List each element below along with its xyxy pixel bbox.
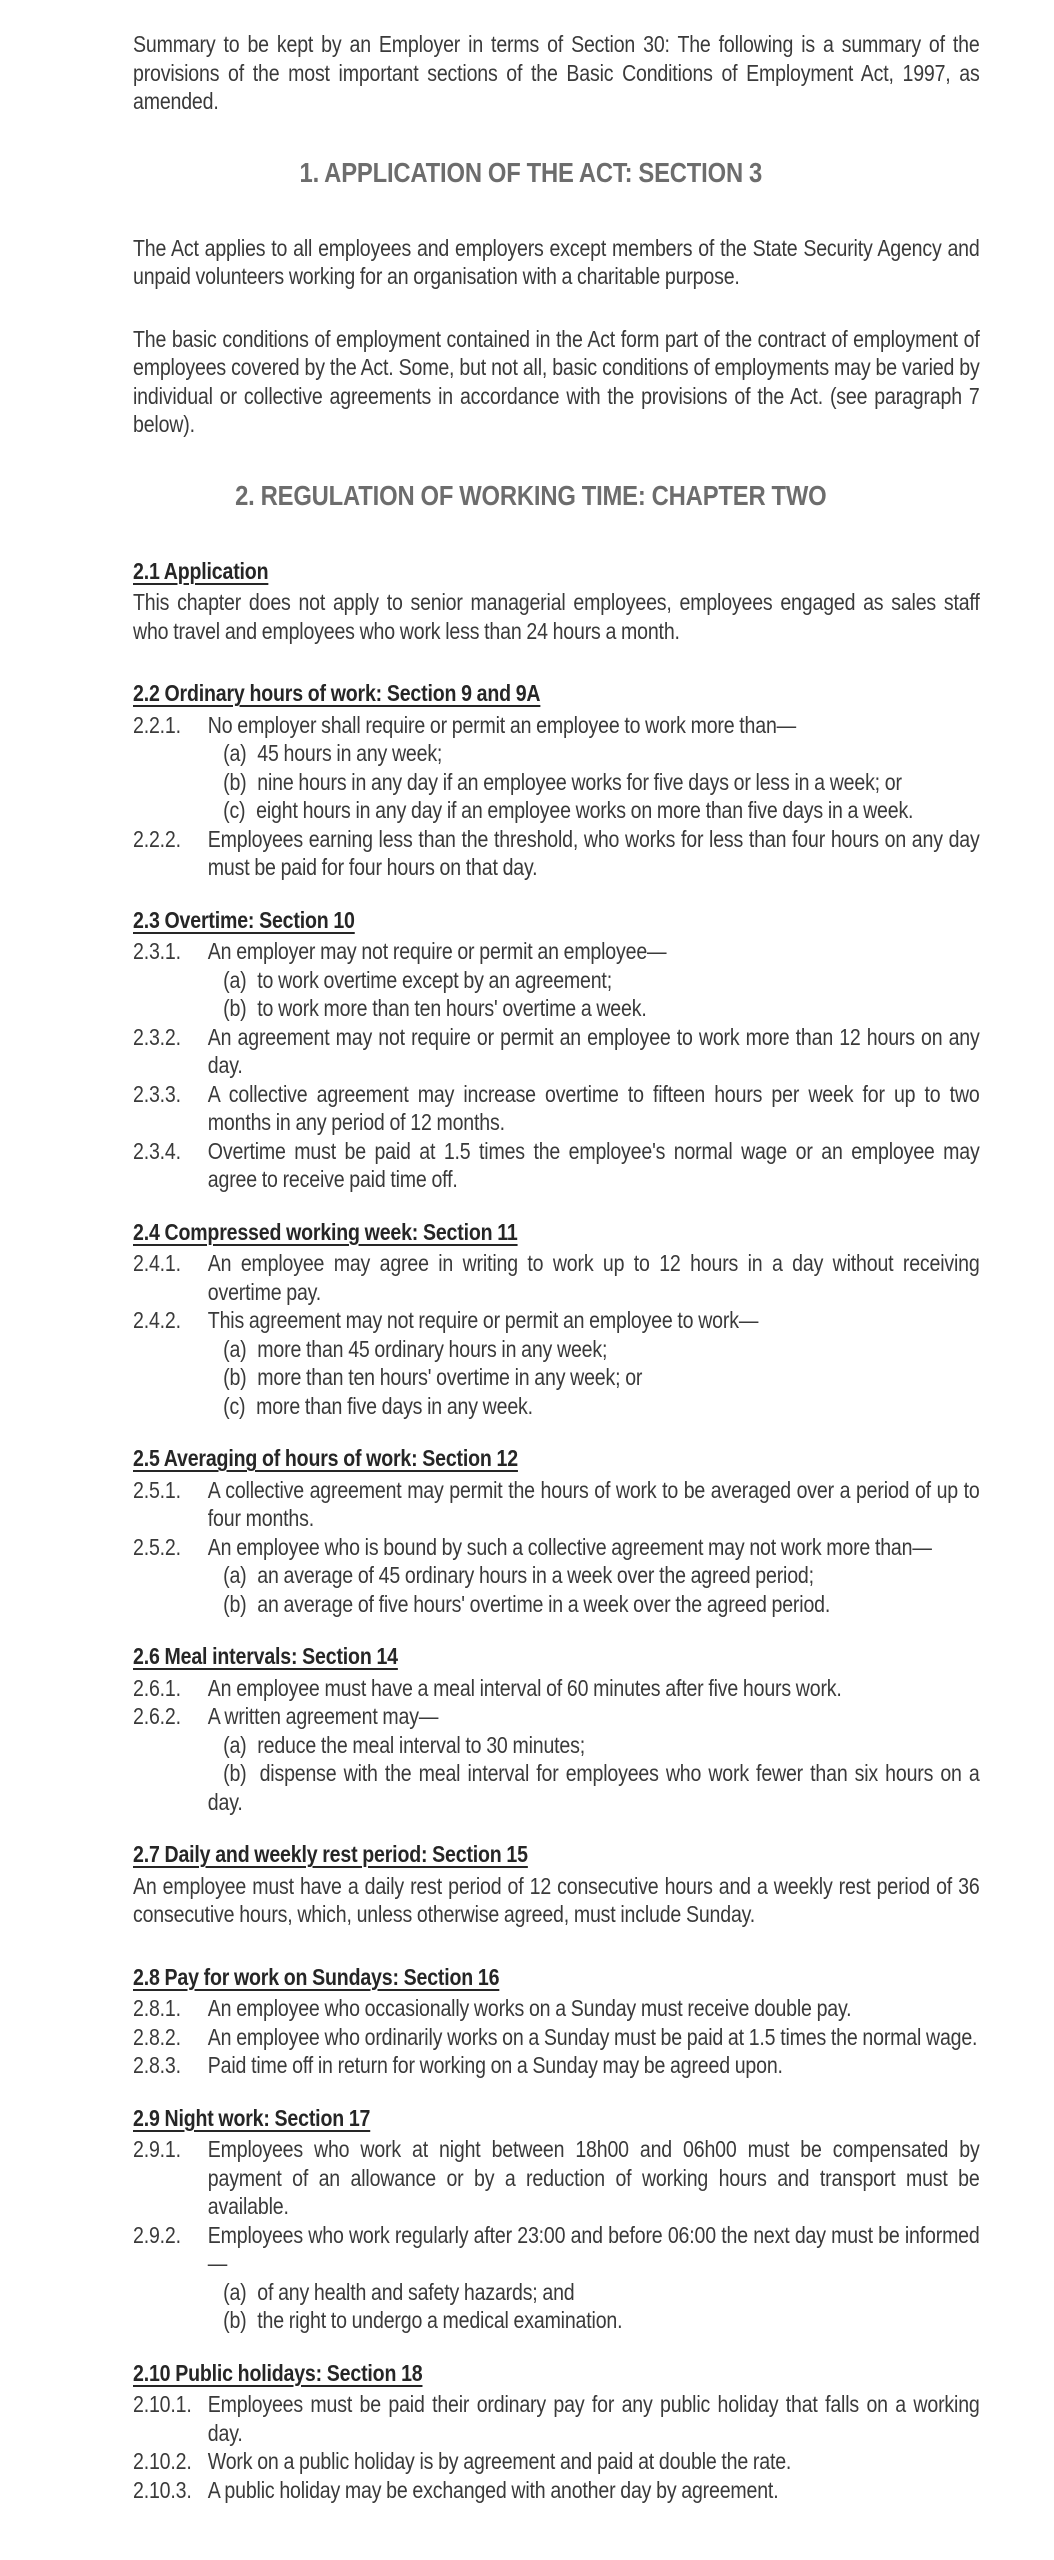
numbered-item xyxy=(133,2135,980,2221)
list-subitem xyxy=(133,1392,980,1421)
item-text: A collective agreement may increase overtime to fifteen hours per week for up to two months in any period of 12 months. xyxy=(207,1080,980,1135)
numbered-item xyxy=(133,1533,980,1562)
item-text: Employees who work at night between 18h00 and 06h00 must be compensated by payment of an allowance or by a reduction of working hours and transport must be available. xyxy=(207,2136,980,2219)
subitem-text: of any health and safety hazards; and xyxy=(257,2278,575,2305)
subitem-label: (c) xyxy=(223,797,246,823)
list-subitem xyxy=(133,2306,980,2335)
list-subitem xyxy=(133,2278,980,2307)
item-text: An employee who ordinarily works on a Sunday must be paid at 1.5 times the normal wage. xyxy=(207,2023,978,2050)
subitem-label: (b) xyxy=(223,2307,247,2333)
item-number: 2.3.2. xyxy=(133,1023,181,1050)
subitem-text: more than ten hours' overtime in any week; or xyxy=(257,1364,643,1390)
item-text: An employee who is bound by such a collective agreement may not work more than— xyxy=(207,1533,932,1560)
paragraph: The basic conditions of employment contained in the Act form part of the contract of employment of employees covered by the Act. Some, but not all, basic conditions of employments may be varied by individual or collective agreements in accordance with the provisions of the Act. (see paragraph 7 below). xyxy=(133,325,980,437)
list-subitem xyxy=(133,1590,980,1619)
list-subitem xyxy=(133,1759,980,1816)
item-text: A written agreement may— xyxy=(207,1703,439,1729)
numbered-item xyxy=(133,1476,980,1533)
item-number: 2.10.3. xyxy=(133,2476,192,2503)
item-text: Paid time off in return for working on a Sunday may be agreed upon. xyxy=(207,2052,783,2078)
item-text: An employer may not require or permit an employee— xyxy=(207,938,667,964)
subitem-text: an average of 45 ordinary hours in a week over the agreed period; xyxy=(257,1562,814,1588)
subitem-label: (b) xyxy=(223,1760,247,1786)
item-number: 2.3.3. xyxy=(133,1080,181,1107)
subitem-text: the right to undergo a medical examination. xyxy=(257,2307,623,2333)
subitem-text: dispense with the meal interval for employees who work fewer than six hours on a day. xyxy=(207,1760,980,1815)
numbered-item xyxy=(133,2023,980,2052)
numbered-item xyxy=(133,2221,980,2278)
list-subitem xyxy=(133,1731,980,1760)
numbered-item xyxy=(133,1994,980,2023)
subitem-label: (a) xyxy=(223,1562,247,1588)
list-subitem xyxy=(133,966,980,995)
item-text: Employees who work regularly after 23:00 and before 06:00 the next day must be informed— xyxy=(207,2221,980,2276)
subitem-label: (c) xyxy=(223,1392,246,1419)
subitem-text: to work overtime except by an agreement; xyxy=(257,966,612,993)
numbered-item xyxy=(133,1306,980,1335)
numbered-item xyxy=(133,1080,980,1137)
item-text: A collective agreement may permit the hours of work to be averaged over a period of up to four months. xyxy=(207,1476,980,1531)
paragraph: The Act applies to all employees and employers except members of the State Security Agency and unpaid volunteers working for an organisation with a charitable purpose. xyxy=(133,234,980,289)
item-number: 2.8.3. xyxy=(133,2052,181,2078)
item-text: An agreement may not require or permit an employee to work more than 12 hours on any day. xyxy=(207,1023,980,1078)
numbered-item xyxy=(133,2476,980,2505)
item-text: A public holiday may be exchanged with another day by agreement. xyxy=(207,2476,779,2503)
item-text: Work on a public holiday is by agreement and paid at double the rate. xyxy=(207,2448,792,2474)
subitem-label: (a) xyxy=(223,740,247,766)
item-number: 2.3.4. xyxy=(133,1137,181,1164)
item-number: 2.2.1. xyxy=(133,711,181,738)
subitem-text: more than five days in any week. xyxy=(256,1392,533,1419)
numbered-item xyxy=(133,937,980,966)
subitem-text: nine hours in any day if an employee works for five days or less in a week; or xyxy=(257,768,902,795)
document-body xyxy=(133,0,980,2504)
item-text: Overtime must be paid at 1.5 times the employee's normal wage or an employee may agree to receive paid time off. xyxy=(207,1137,980,1192)
item-number: 2.4.2. xyxy=(133,1307,181,1333)
subsection-heading: 2.9 Night work: Section 17 xyxy=(133,2104,371,2131)
item-number: 2.9.1. xyxy=(133,2136,181,2162)
subitem-text: eight hours in any day if an employee works on more than five days in a week. xyxy=(256,797,914,823)
subsection-heading: 2.4 Compressed working week: Section 11 xyxy=(133,1218,518,1245)
item-text: This agreement may not require or permit an employee to work— xyxy=(207,1307,759,1333)
subsection-heading: 2.5 Averaging of hours of work: Section 12 xyxy=(133,1445,518,1471)
item-text: An employee must have a meal interval of 60 minutes after five hours work. xyxy=(207,1674,842,1701)
subitem-label: (b) xyxy=(223,1364,247,1390)
subsection-heading: 2.6 Meal intervals: Section 14 xyxy=(133,1643,398,1669)
item-number: 2.10.1. xyxy=(133,2391,192,2417)
subitem-label: (a) xyxy=(223,966,247,993)
list-subitem xyxy=(133,796,980,825)
item-number: 2.8.2. xyxy=(133,2023,181,2050)
paragraph: This chapter does not apply to senior managerial employees, employees engaged as sales staff who travel and employees who work less than 24 hours a month. xyxy=(133,589,980,644)
list-subitem xyxy=(133,768,980,797)
list-subitem xyxy=(133,739,980,768)
subitem-text: 45 hours in any week; xyxy=(257,740,443,766)
list-subitem xyxy=(133,1363,980,1392)
item-number: 2.3.1. xyxy=(133,938,181,964)
subitem-label: (a) xyxy=(223,1335,247,1362)
numbered-item xyxy=(133,2447,980,2476)
section-heading: 1. APPLICATION OF THE ACT: SECTION 3 xyxy=(299,156,763,188)
item-number: 2.5.2. xyxy=(133,1533,181,1560)
item-number: 2.2.2. xyxy=(133,825,181,852)
item-number: 2.10.2. xyxy=(133,2448,192,2474)
numbered-item xyxy=(133,2051,980,2080)
item-number: 2.6.1. xyxy=(133,1674,181,1701)
item-text: Employees must be paid their ordinary pay for any public holiday that falls on a working day. xyxy=(207,2391,980,2446)
subitem-text: reduce the meal interval to 30 minutes; xyxy=(257,1731,585,1758)
list-subitem xyxy=(133,1335,980,1364)
subitem-label: (b) xyxy=(223,995,247,1021)
numbered-item xyxy=(133,2390,980,2447)
subsection-heading: 2.7 Daily and weekly rest period: Section 15 xyxy=(133,1841,528,1867)
subitem-label: (a) xyxy=(223,2278,247,2305)
item-number: 2.5.1. xyxy=(133,1476,181,1503)
numbered-item xyxy=(133,1674,980,1703)
subitem-label: (b) xyxy=(223,1590,247,1617)
item-number: 2.4.1. xyxy=(133,1250,181,1276)
subitem-text: more than 45 ordinary hours in any week; xyxy=(257,1335,608,1362)
subitem-text: an average of five hours' overtime in a week over the agreed period. xyxy=(257,1590,831,1617)
subitem-label: (b) xyxy=(223,768,247,795)
item-text: Employees earning less than the threshold, who works for less than four hours on any day must be paid for four hours on that day. xyxy=(207,825,980,880)
paragraph: An employee must have a daily rest period of 12 consecutive hours and a weekly rest period of 36 consecutive hours, which, unless otherwise agreed, must include Sunday. xyxy=(133,1872,980,1927)
section-heading: 2. REGULATION OF WORKING TIME: CHAPTER TWO xyxy=(235,479,827,511)
subsection-heading: 2.3 Overtime: Section 10 xyxy=(133,906,355,933)
item-number: 2.6.2. xyxy=(133,1703,181,1729)
subsection-heading: 2.8 Pay for work on Sundays: Section 16 xyxy=(133,1963,500,1990)
list-subitem xyxy=(133,1561,980,1590)
item-number: 2.8.1. xyxy=(133,1995,181,2021)
numbered-item xyxy=(133,711,980,740)
numbered-item xyxy=(133,825,980,882)
subitem-label: (a) xyxy=(223,1731,247,1758)
paragraph: Summary to be kept by an Employer in terms of Section 30: The following is a summary of the provisions of the most important sections of the Basic Conditions of Employment Act, 1997, as amended. xyxy=(133,31,980,114)
subsection-heading: 2.10 Public holidays: Section 18 xyxy=(133,2359,423,2386)
subsection-heading: 2.1 Application xyxy=(133,557,269,584)
list-subitem xyxy=(133,994,980,1023)
numbered-item xyxy=(133,1249,980,1306)
subitem-text: to work more than ten hours' overtime a week. xyxy=(257,995,647,1021)
item-text: An employee who occasionally works on a Sunday must receive double pay. xyxy=(207,1995,852,2021)
item-text: An employee may agree in writing to work up to 12 hours in a day without receiving overtime pay. xyxy=(207,1250,980,1305)
item-number: 2.9.2. xyxy=(133,2221,181,2248)
numbered-item xyxy=(133,1137,980,1194)
numbered-item xyxy=(133,1702,980,1731)
subsection-heading: 2.2 Ordinary hours of work: Section 9 and 9A xyxy=(133,680,541,706)
numbered-item xyxy=(133,1023,980,1080)
item-text: No employer shall require or permit an employee to work more than— xyxy=(207,711,797,738)
